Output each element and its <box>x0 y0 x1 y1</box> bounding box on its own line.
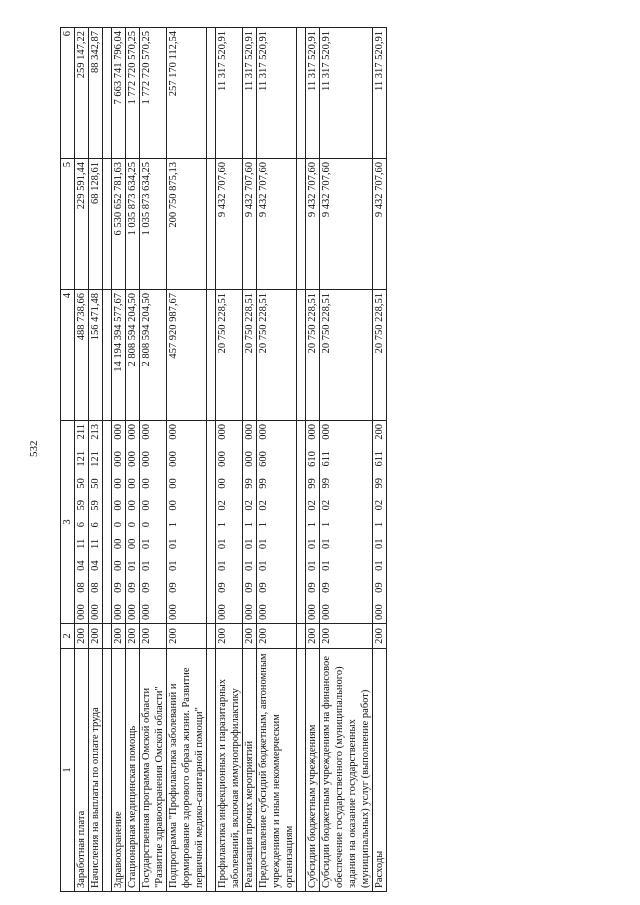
budget-code-part: 09 <box>307 582 318 593</box>
budget-code-part: 000 <box>127 424 138 440</box>
budget-code-part: 09 <box>217 582 228 593</box>
spacer-cell <box>103 28 112 159</box>
budget-code-part: 50 <box>76 478 87 489</box>
row-value-col6: 11 317 520,91 <box>306 28 320 159</box>
budget-code-part: 02 <box>258 500 269 511</box>
budget-code-part: 02 <box>307 500 318 511</box>
row-budget-code <box>112 421 126 624</box>
budget-code-part: 09 <box>244 582 255 593</box>
row-admin-code: 200 <box>373 624 387 649</box>
table-row <box>89 28 103 892</box>
budget-code-parts <box>257 424 270 620</box>
budget-code-part: 09 <box>258 582 269 593</box>
row-value-col6: 11 317 520,91 <box>243 28 257 159</box>
spacer-cell <box>103 421 112 624</box>
row-name: Здравоохранение <box>112 649 126 892</box>
row-value-col6: 11 317 520,91 <box>320 28 373 159</box>
row-value-col4: 20 750 228,51 <box>306 290 320 421</box>
table-row <box>75 28 89 892</box>
spacer-cell <box>103 649 112 892</box>
spacer-cell <box>207 159 216 290</box>
row-admin-code: 200 <box>167 624 207 649</box>
budget-code-part: 59 <box>76 500 87 511</box>
row-value-col5: 1 035 873 634,25 <box>126 159 140 290</box>
budget-code-parts <box>373 424 386 620</box>
budget-code-part: 000 <box>141 424 152 440</box>
budget-code-part: 00 <box>217 478 228 489</box>
row-admin-code: 200 <box>216 624 243 649</box>
spacer-cell <box>103 290 112 421</box>
row-admin-code: 200 <box>320 624 373 649</box>
row-name: Профилактика инфекционных и паразитарных заболеваний, включая иммунопрофилактику <box>216 649 243 892</box>
header-row <box>61 28 75 892</box>
table-row <box>140 28 167 892</box>
spacer-cell <box>207 421 216 624</box>
budget-code-part: 99 <box>244 478 255 489</box>
budget-code-part: 000 <box>113 424 124 440</box>
budget-code-part: 00 <box>113 538 124 550</box>
row-admin-code: 200 <box>257 624 297 649</box>
row-value-col6: 1 772 720 570,25 <box>140 28 167 159</box>
row-name: Предоставление субсидий бюджетным, автономным учреждениям и иным некоммерческим организациям <box>257 649 297 892</box>
spacer-cell <box>297 649 306 892</box>
budget-code-part: 000 <box>127 604 138 620</box>
row-admin-code: 200 <box>306 624 320 649</box>
budget-code-part: 01 <box>307 538 318 550</box>
budget-code-part: 01 <box>141 560 152 571</box>
row-value-col6: 259 147,22 <box>75 28 89 159</box>
budget-code-part: 611 <box>321 451 332 467</box>
row-name: Стационарная медицинская помощь <box>126 649 140 892</box>
budget-code-part: 01 <box>374 560 385 571</box>
budget-code-part: 01 <box>168 560 179 571</box>
row-budget-code <box>140 421 167 624</box>
row-value-col4: 2 808 594 204,50 <box>140 290 167 421</box>
row-value-col6: 11 317 520,91 <box>373 28 387 159</box>
budget-code-part: 11 <box>76 538 87 549</box>
budget-code-part: 000 <box>217 451 228 467</box>
row-value-col6: 1 772 720 570,25 <box>126 28 140 159</box>
budget-code-part: 000 <box>217 424 228 440</box>
budget-code-part: 04 <box>90 560 101 571</box>
budget-code-part: 99 <box>374 477 385 489</box>
row-value-col4: 20 750 228,51 <box>257 290 297 421</box>
table-row <box>257 28 297 892</box>
budget-code-parts <box>216 424 229 620</box>
budget-code-part: 000 <box>113 604 124 620</box>
budget-code-part: 0 <box>113 522 124 528</box>
row-value-col4: 20 750 228,51 <box>320 290 373 421</box>
row-admin-code: 200 <box>75 624 89 649</box>
spacer-row <box>207 28 216 892</box>
budget-code-part: 01 <box>141 538 152 550</box>
budget-code-part: 000 <box>321 604 332 620</box>
row-value-col5: 9 432 707,60 <box>216 159 243 290</box>
budget-code-part: 01 <box>127 560 138 571</box>
spacer-cell <box>297 159 306 290</box>
budget-code-part: 99 <box>307 478 318 489</box>
budget-code-part: 1 <box>321 521 332 528</box>
table-row <box>112 28 126 892</box>
budget-code-part: 99 <box>321 477 332 489</box>
header-col-2: 2 <box>61 624 75 649</box>
row-value-col5: 9 432 707,60 <box>306 159 320 290</box>
row-name: Субсидии бюджетным учреждениям на финансовое обеспечение государственного (муниципального) задания на оказание государственных (муниципальных) услуг (выполнение работ) <box>320 649 373 892</box>
budget-code-part: 1 <box>244 522 255 528</box>
budget-code-parts <box>306 424 319 620</box>
spacer-cell <box>103 159 112 290</box>
row-name: Субсидии бюджетным учреждениям <box>306 649 320 892</box>
budget-code-part: 01 <box>217 538 228 550</box>
budget-code-part: 02 <box>321 499 332 511</box>
budget-code-part: 01 <box>217 560 228 571</box>
budget-code-part: 000 <box>168 424 179 440</box>
budget-code-parts <box>140 424 153 620</box>
budget-code-part: 11 <box>90 538 101 549</box>
spacer-row <box>103 28 112 892</box>
row-value-col4: 14 194 394 577,67 <box>112 290 126 421</box>
row-admin-code: 200 <box>140 624 167 649</box>
budget-code-parts <box>112 424 125 620</box>
row-value-col5: 9 432 707,60 <box>243 159 257 290</box>
budget-code-part: 000 <box>168 451 179 467</box>
budget-code-part: 99 <box>258 478 269 489</box>
budget-code-part: 09 <box>113 582 124 593</box>
row-value-col4: 20 750 228,51 <box>243 290 257 421</box>
row-budget-code <box>89 421 103 624</box>
budget-code-part: 01 <box>168 538 179 550</box>
budget-code-part: 50 <box>90 478 101 489</box>
budget-table <box>60 27 387 892</box>
row-value-col4: 20 750 228,51 <box>216 290 243 421</box>
row-value-col4: 20 750 228,51 <box>373 290 387 421</box>
budget-code-part: 000 <box>90 604 101 620</box>
budget-code-part: 610 <box>307 451 318 467</box>
budget-code-part: 1 <box>258 522 269 528</box>
budget-code-part: 0 <box>127 522 138 528</box>
budget-code-part: 00 <box>168 478 179 489</box>
budget-code-part: 1 <box>307 522 318 528</box>
budget-code-part: 000 <box>127 451 138 467</box>
budget-code-part: 0 <box>141 522 152 528</box>
row-budget-code <box>320 421 373 624</box>
row-budget-code <box>257 421 297 624</box>
spacer-cell <box>207 649 216 892</box>
row-budget-code <box>306 421 320 624</box>
budget-code-part: 59 <box>90 500 101 511</box>
budget-code-part: 000 <box>168 604 179 620</box>
row-budget-code <box>216 421 243 624</box>
row-value-col4: 156 471,48 <box>89 290 103 421</box>
table-row <box>167 28 207 892</box>
row-name: Подпрограмма "Профилактика заболеваний и формирование здорового образа жизни. Развитие первичной медико-санитарной помощи" <box>167 649 207 892</box>
header-col-3: 3 <box>61 421 75 624</box>
row-value-col5: 6 530 652 781,63 <box>112 159 126 290</box>
budget-code-part: 01 <box>321 538 332 549</box>
spacer-cell <box>297 28 306 159</box>
budget-code-part: 00 <box>141 478 152 489</box>
budget-code-part: 01 <box>307 560 318 571</box>
budget-code-part: 121 <box>76 450 87 467</box>
header-col-4: 4 <box>61 290 75 421</box>
budget-code-part: 000 <box>141 451 152 467</box>
budget-code-part: 00 <box>127 500 138 511</box>
spacer-cell <box>207 290 216 421</box>
budget-code-parts <box>126 424 139 620</box>
spacer-cell <box>297 290 306 421</box>
budget-code-part: 01 <box>258 538 269 550</box>
budget-code-part: 00 <box>113 478 124 489</box>
budget-code-parts <box>89 424 102 620</box>
row-budget-code <box>167 421 207 624</box>
header-col-6: 6 <box>61 28 75 159</box>
row-name: Государственная программа Омской области "Развитие здравоохранения Омской области" <box>140 649 167 892</box>
budget-code-part: 1 <box>374 521 385 528</box>
budget-code-part: 213 <box>90 424 101 440</box>
budget-code-part: 01 <box>258 560 269 571</box>
row-budget-code <box>126 421 140 624</box>
row-name: Начисления на выплаты по оплате труда <box>89 649 103 892</box>
budget-code-part: 02 <box>217 500 228 511</box>
budget-code-part: 000 <box>374 604 385 620</box>
budget-code-parts <box>243 424 256 620</box>
row-value-col4: 457 920 987,67 <box>167 290 207 421</box>
row-name: Расходы <box>373 649 387 892</box>
table-row <box>126 28 140 892</box>
budget-code-part: 01 <box>244 560 255 571</box>
budget-code-part: 09 <box>141 582 152 593</box>
header-col-5: 5 <box>61 159 75 290</box>
budget-code-part: 00 <box>168 500 179 511</box>
budget-code-part: 200 <box>374 424 385 440</box>
row-budget-code <box>373 421 387 624</box>
row-value-col5: 200 750 875,13 <box>167 159 207 290</box>
row-value-col5: 229 591,44 <box>75 159 89 290</box>
row-value-col5: 9 432 707,60 <box>320 159 373 290</box>
budget-code-part: 04 <box>76 560 87 571</box>
budget-code-part: 000 <box>76 604 87 620</box>
budget-code-part: 6 <box>90 522 101 528</box>
budget-code-part: 08 <box>90 582 101 593</box>
spacer-cell <box>297 624 306 649</box>
budget-code-part: 00 <box>127 478 138 489</box>
budget-code-part: 02 <box>374 499 385 511</box>
budget-code-part: 00 <box>113 500 124 511</box>
budget-code-part: 211 <box>76 424 87 440</box>
spacer-row <box>297 28 306 892</box>
row-budget-code <box>243 421 257 624</box>
budget-code-part: 00 <box>141 500 152 511</box>
budget-code-part: 1 <box>217 522 228 528</box>
budget-code-part: 000 <box>321 424 332 440</box>
row-value-col5: 9 432 707,60 <box>373 159 387 290</box>
row-value-col5: 1 035 873 634,25 <box>140 159 167 290</box>
budget-code-parts <box>167 424 180 620</box>
table-body <box>75 28 387 892</box>
budget-code-part: 121 <box>90 451 101 467</box>
budget-code-part: 00 <box>127 538 138 550</box>
row-value-col6: 11 317 520,91 <box>216 28 243 159</box>
budget-code-part: 09 <box>374 582 385 593</box>
spacer-cell <box>207 624 216 649</box>
rotated-page <box>60 31 580 892</box>
row-value-col5: 9 432 707,60 <box>257 159 297 290</box>
budget-code-part: 000 <box>244 451 255 467</box>
table-row <box>216 28 243 892</box>
budget-code-part: 6 <box>76 522 87 528</box>
row-value-col6: 88 342,87 <box>89 28 103 159</box>
budget-code-part: 000 <box>307 424 318 440</box>
row-admin-code: 200 <box>243 624 257 649</box>
budget-code-part: 000 <box>141 604 152 620</box>
row-admin-code: 200 <box>126 624 140 649</box>
budget-code-part: 09 <box>127 582 138 593</box>
row-value-col4: 488 738,66 <box>75 290 89 421</box>
budget-code-part: 000 <box>258 604 269 620</box>
budget-code-parts <box>320 424 333 620</box>
row-value-col6: 257 170 112,54 <box>167 28 207 159</box>
row-admin-code: 200 <box>112 624 126 649</box>
table-row <box>320 28 373 892</box>
row-admin-code: 200 <box>89 624 103 649</box>
spacer-cell <box>103 624 112 649</box>
budget-code-part: 000 <box>258 424 269 440</box>
row-name: Заработная плата <box>75 649 89 892</box>
budget-code-part: 01 <box>244 538 255 550</box>
budget-code-part: 00 <box>113 560 124 571</box>
budget-code-part: 08 <box>76 582 87 593</box>
budget-code-part: 600 <box>258 451 269 467</box>
spacer-cell <box>207 28 216 159</box>
header-col-1: 1 <box>61 649 75 892</box>
budget-code-parts <box>75 424 88 620</box>
budget-code-part: 000 <box>244 424 255 440</box>
page-number: 532 <box>28 440 40 457</box>
table-row <box>306 28 320 892</box>
row-value-col6: 7 663 741 796,04 <box>112 28 126 159</box>
budget-code-part: 611 <box>374 451 385 467</box>
budget-code-part: 000 <box>307 604 318 620</box>
spacer-cell <box>297 421 306 624</box>
budget-code-part: 01 <box>374 538 385 549</box>
row-value-col5: 68 128,61 <box>89 159 103 290</box>
budget-code-part: 000 <box>244 604 255 620</box>
budget-code-part: 01 <box>321 560 332 571</box>
table-row <box>243 28 257 892</box>
budget-code-part: 02 <box>244 500 255 511</box>
row-value-col6: 11 317 520,91 <box>257 28 297 159</box>
budget-code-part: 1 <box>168 522 179 528</box>
row-budget-code <box>75 421 89 624</box>
budget-code-part: 000 <box>217 604 228 620</box>
row-value-col4: 2 808 594 204,50 <box>126 290 140 421</box>
budget-code-part: 09 <box>168 582 179 593</box>
row-name: Реализация прочих мероприятий <box>243 649 257 892</box>
budget-code-part: 000 <box>113 451 124 467</box>
table-row <box>373 28 387 892</box>
budget-code-part: 09 <box>321 582 332 593</box>
